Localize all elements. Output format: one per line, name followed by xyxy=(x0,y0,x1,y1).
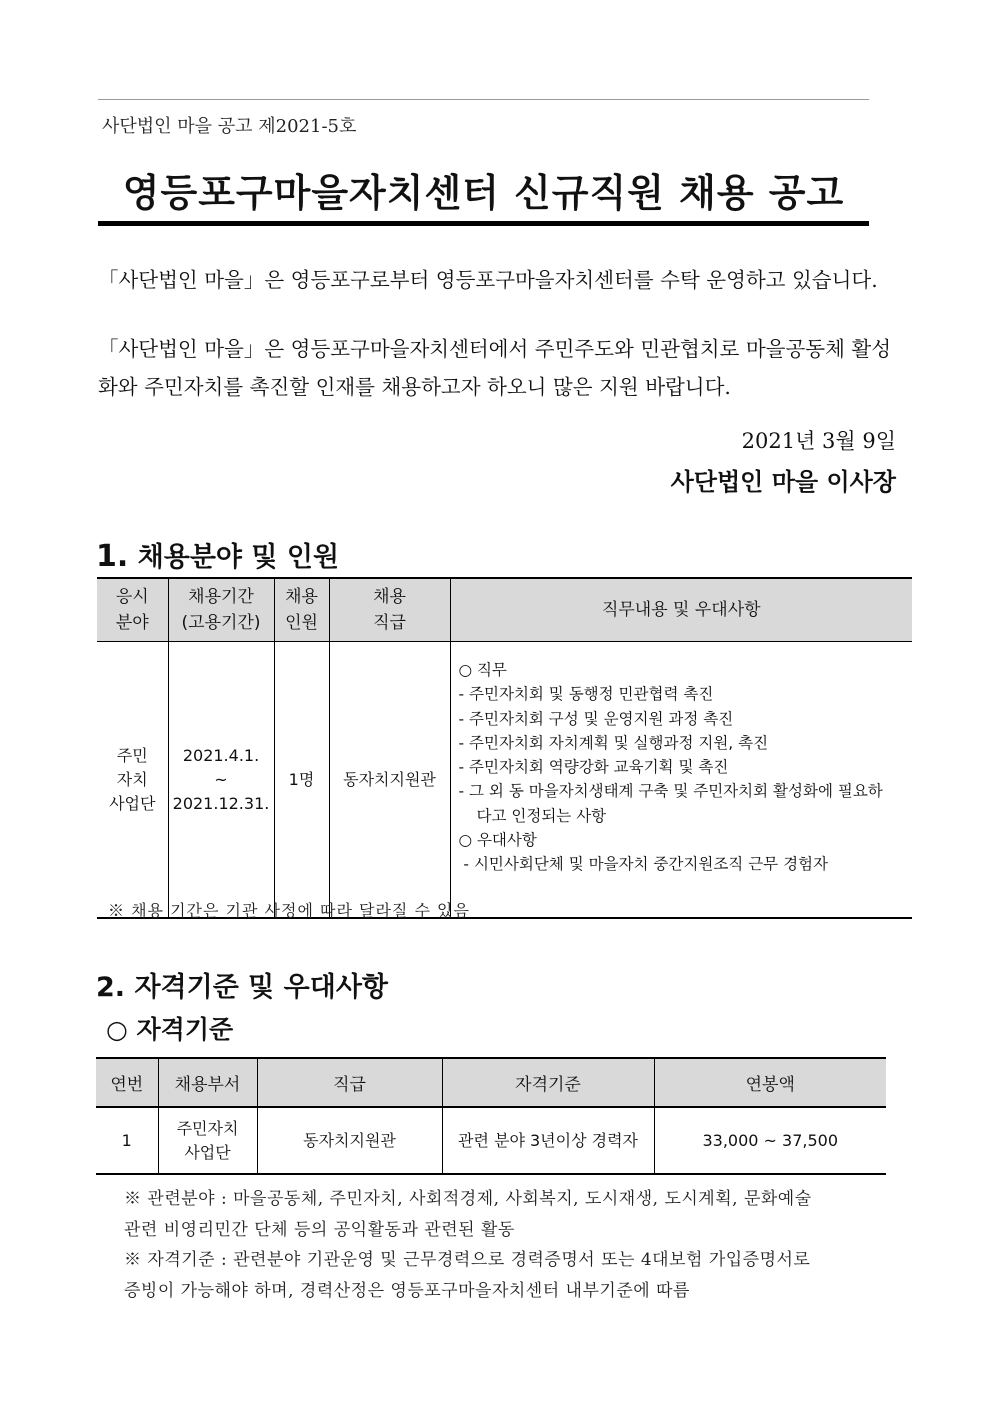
intro-paragraph-2: 「사단법인 마을」은 영등포구마을자치센터에서 주민주도와 민관협치로 마을공동체 활성화와 주민자치를 촉진할 인재를 채용하고자 하오니 많은 지원 바랍니다. xyxy=(98,337,892,399)
note-line: 관련 비영리민간 단체 등의 공익활동과 관련된 활동 xyxy=(124,1219,515,1240)
section-1-title: 채용분야 및 인원 xyxy=(137,542,340,573)
qualification-notes xyxy=(124,1184,904,1306)
header-duties: 직무내용 및 우대사항 xyxy=(450,578,912,642)
recruitment-table xyxy=(97,577,912,919)
notice-number: 사단법인 마을 공고 제2021-5호 xyxy=(102,116,357,137)
header-grade: 채용 직급 xyxy=(329,578,450,642)
cell-period: 2021.4.1. ~ 2021.12.31. xyxy=(168,642,274,919)
header-dept: 채용부서 xyxy=(158,1058,257,1107)
recruitment-table-header xyxy=(97,578,912,642)
header-salary: 연봉액 xyxy=(654,1058,886,1107)
qualification-table xyxy=(96,1057,886,1175)
cell-dept: 주민자치 사업단 xyxy=(158,1107,257,1174)
section-2-heading: 2. 자격기준 및 우대사항 xyxy=(96,972,388,1003)
duty-line: ○ 직무 xyxy=(458,661,507,679)
notice-date: 2021년 3월 9일 xyxy=(741,429,896,453)
duty-line: - 시민사회단체 및 마을자치 중간지원조직 근무 경험자 xyxy=(458,855,828,874)
cell-count: 1명 xyxy=(274,642,329,919)
cell-duties xyxy=(450,642,912,919)
header-period: 채용기간 (고용기간) xyxy=(168,578,274,642)
table-row xyxy=(96,1107,886,1174)
qualification-table-header xyxy=(96,1058,886,1107)
header-grade: 직급 xyxy=(257,1058,442,1107)
cell-criteria: 관련 분야 3년이상 경력자 xyxy=(442,1107,654,1174)
header-top-rule xyxy=(98,99,869,100)
duty-line: - 주민자치회 및 동행정 민관협력 촉진 xyxy=(458,685,714,704)
qualification-subheading: ○ 자격기준 xyxy=(106,1015,234,1044)
table-row xyxy=(97,642,912,919)
page-title: 영등포구마을자치센터 신규직원 채용 공고 xyxy=(122,171,845,215)
duty-line: - 그 외 동 마을자치생태계 구축 및 주민자치회 활성화에 필요하 xyxy=(458,782,883,801)
header-no: 연번 xyxy=(96,1058,158,1107)
header-field: 응시 분야 xyxy=(97,578,168,642)
section-1-number: 1. xyxy=(96,539,129,574)
duty-line: - 주민자치회 역량강화 교육기획 및 촉진 xyxy=(458,758,729,777)
signer: 사단법인 마을 이사장 xyxy=(670,467,896,496)
duty-line: ○ 우대사항 xyxy=(458,831,537,850)
note-line: ※ 자격기준 : 관련분야 기관운영 및 근무경력으로 경력증명서 또는 4대보험 가입증명서로 xyxy=(124,1250,811,1270)
duty-line: - 주민자치회 구성 및 운영지원 과정 촉진 xyxy=(458,709,734,728)
header-criteria: 자격기준 xyxy=(442,1058,654,1107)
cell-field: 주민 자치 사업단 xyxy=(97,642,168,919)
intro-paragraph-1: 「사단법인 마을」은 영등포구로부터 영등포구마을자치센터를 수탁 운영하고 있습니다. xyxy=(98,268,878,292)
header-count: 채용 인원 xyxy=(274,578,329,642)
cell-grade: 동자치지원관 xyxy=(257,1107,442,1174)
note-line: ※ 관련분야 : 마을공동체, 주민자치, 사회적경제, 사회복지, 도시재생, 도시계획, 문화예술 xyxy=(124,1189,812,1209)
duty-line: - 주민자치회 자치계획 및 실행과정 지원, 촉진 xyxy=(458,733,769,752)
note-line: 증빙이 가능해야 하며, 경력산정은 영등포구마을자치센터 내부기준에 따름 xyxy=(124,1280,690,1301)
section-1-heading xyxy=(96,535,339,574)
duty-line: 다고 인정되는 사항 xyxy=(476,806,607,825)
period-note: ※ 채용 기간은 기관 사정에 따라 달라질 수 있음 xyxy=(108,901,470,920)
cell-no: 1 xyxy=(96,1107,158,1174)
cell-grade: 동자치지원관 xyxy=(329,642,450,919)
cell-salary: 33,000 ~ 37,500 xyxy=(654,1107,886,1174)
title-rule xyxy=(98,221,869,226)
